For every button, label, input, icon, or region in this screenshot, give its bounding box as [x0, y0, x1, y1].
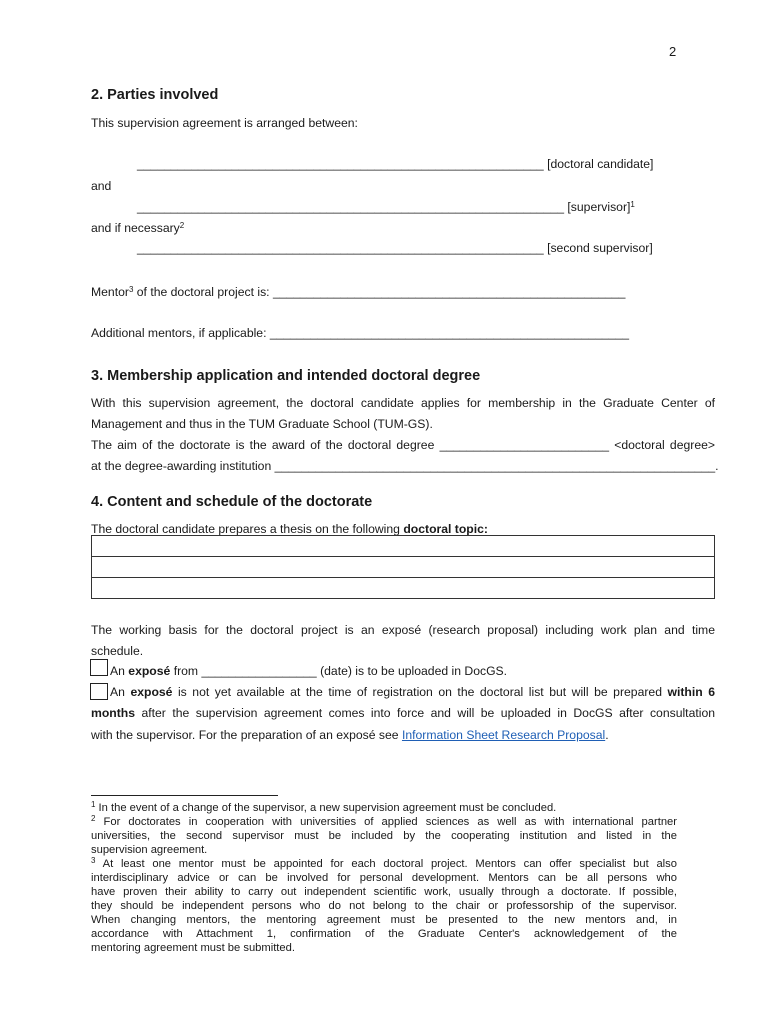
working-basis-line-1: The working basis for the doctoral project is an exposé (research proposal) including work plan and time — [91, 623, 715, 637]
page-number: 2 — [669, 44, 677, 59]
option-1-post: from _________________ (date) is to be uploaded in DocGS. — [170, 664, 508, 678]
footnote-3-line-7: mentoring agreement must be submitted. — [91, 942, 295, 954]
expose-pending-checkbox[interactable] — [90, 683, 108, 700]
mentor-field[interactable] — [91, 285, 625, 299]
option-1-bold: exposé — [128, 664, 171, 678]
section-3-heading: 3. Membership application and intended doctoral degree — [91, 368, 481, 384]
footnote-3-text: At least one mentor must be appointed for each doctoral project. Mentors can offer specialist but also — [95, 858, 677, 870]
footnote-3-line-4: they should be independent persons who do not belong to the chair or professorship of the supervisor. — [91, 900, 677, 912]
footnote-3-line-5: When changing mentors, the mentoring agreement must be presented to the new mentors and, in — [91, 914, 677, 926]
doctoral-topic-row-1[interactable] — [92, 536, 715, 557]
section-4-heading: 4. Content and schedule of the doctorate — [91, 494, 373, 510]
footnote-1 — [91, 802, 556, 815]
doctoral-topic-row-3[interactable] — [92, 578, 715, 599]
option-1-pre: An — [110, 664, 129, 678]
expose-available-checkbox[interactable] — [90, 659, 108, 676]
option-2-bold: exposé — [130, 685, 173, 699]
doctoral-topic-intro-text: The doctoral candidate prepares a thesis on the following — [91, 522, 404, 536]
footnote-2-number: 2 — [91, 814, 96, 823]
section-2-heading: 2. Parties involved — [91, 87, 219, 103]
section-3-line-2: Management and thus in the TUM Graduate School (TUM-GS). — [91, 417, 433, 431]
footnote-3-line-6: accordance with Attachment 1, confirmation of the Graduate Center's acknowledgement of the — [91, 928, 677, 940]
option-2-bold-2: within 6 — [667, 685, 715, 699]
additional-mentors-field[interactable]: Additional mentors, if applicable: _____________________________________________________ — [91, 326, 630, 340]
section-3-line-1: With this supervision agreement, the doctoral candidate applies for membership in the Graduate Center of — [91, 396, 715, 410]
option-2-line-3-post: . — [605, 728, 609, 742]
footnote-ref-3: 3 — [128, 285, 134, 294]
expose-pending-option-line-3 — [91, 728, 609, 742]
doctoral-degree-field[interactable]: The aim of the doctorate is the award of the doctoral degree _________________________ <doctoral degree> — [91, 438, 715, 452]
footnote-2-line-3: supervision agreement. — [91, 844, 208, 856]
option-2-pre: An — [110, 685, 131, 699]
mentor-line: of the doctoral project is: ____________________________________________________ — [133, 285, 626, 299]
doctoral-candidate-field[interactable]: ____________________________________________________________ [doctoral candidate] — [137, 157, 654, 171]
working-basis-line-2: schedule. — [91, 644, 144, 658]
footnote-1-number: 1 — [91, 800, 96, 809]
footnote-ref-2: 2 — [179, 221, 185, 230]
footnote-2-text: For doctorates in cooperation with universities of applied sciences as well as with international partner — [95, 816, 677, 828]
expose-available-option — [110, 664, 507, 678]
footnote-1-text: In the event of a change of the supervisor, a new supervision agreement must be concluded. — [95, 802, 557, 814]
section-2-intro: This supervision agreement is arranged between: — [91, 116, 358, 130]
option-2-line-2-text: after the supervision agreement comes into force and will be uploaded in DocGS after consultation — [135, 706, 715, 720]
footnote-3-line-1 — [91, 858, 677, 871]
footnote-3-line-3: have proven their ability to carry out independent scientific work, usually through a doctorate. If possible, — [91, 886, 677, 898]
doctoral-topic-label: doctoral topic: — [403, 522, 488, 536]
doctoral-topic-row-2[interactable] — [92, 557, 715, 578]
supervisor-line: _______________________________________________________________ [supervisor] — [137, 200, 631, 214]
if-necessary-label — [91, 221, 184, 235]
degree-institution-field[interactable]: at the degree-awarding institution _________________________________________________________________. — [91, 459, 719, 473]
footnote-separator — [91, 795, 278, 796]
footnote-3-number: 3 — [91, 856, 96, 865]
mentor-label: Mentor — [91, 285, 129, 299]
footnote-3-line-2: interdisciplinary advice or can be involved for personal development. Mentors can be all persons who — [91, 872, 677, 884]
doctoral-topic-table — [91, 535, 715, 599]
option-2-line-3-pre: with the supervisor. For the preparation of an exposé see — [91, 728, 402, 742]
doctoral-topic-intro — [91, 522, 488, 536]
option-2-mid: is not yet available at the time of registration on the doctoral list but will be prepared — [172, 685, 668, 699]
research-proposal-link[interactable]: Information Sheet Research Proposal — [401, 728, 606, 742]
expose-pending-option-line-2 — [91, 706, 715, 720]
and-label: and — [91, 179, 112, 193]
footnote-ref-1: 1 — [630, 200, 635, 209]
second-supervisor-field[interactable]: ____________________________________________________________ [second supervisor] — [137, 241, 653, 255]
if-necessary-text: and if necessary — [91, 221, 180, 235]
option-2-line-2-bold: months — [91, 706, 136, 720]
expose-pending-option-line-1 — [110, 685, 715, 699]
footnote-2-line-2: universities, the second supervisor must be included by the cooperating institution and listed in the — [91, 830, 677, 842]
supervisor-field[interactable] — [137, 200, 635, 214]
footnote-2-line-1 — [91, 816, 677, 829]
